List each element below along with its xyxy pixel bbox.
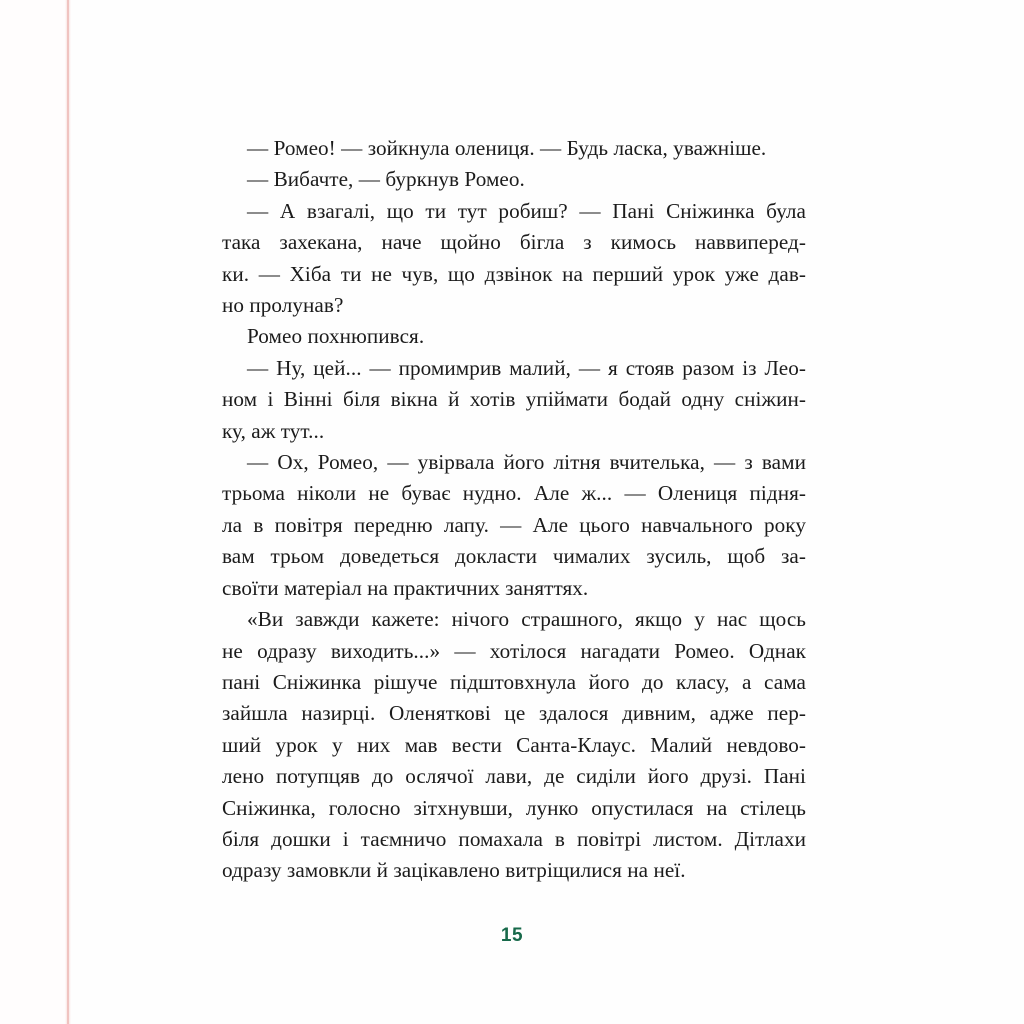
text-line: не одразу виходить...» — хотілося нагадати Ромео. Однак — [222, 638, 806, 663]
text-line: одразу замовкли й зацікавлено витріщилися на неї. — [222, 858, 686, 883]
text-line: ла в повітря передню лапу. — Але цього навчального року — [222, 512, 806, 537]
text-line: така захекана, наче щойно бігла з кимось наввиперед- — [222, 230, 806, 255]
text-line: зайшла назирці. Оленяткові це здалося дивним, адже пер- — [222, 701, 806, 726]
text-line: «Ви завжди кажете: нічого страшного, якщо у нас щось — [247, 607, 806, 632]
text-line: ки. — Хіба ти не чув, що дзвінок на перший урок уже дав- — [222, 261, 806, 286]
page-number: 15 — [500, 925, 524, 946]
text-line: — Ох, Ромео, — увірвала його літня вчителька, — з вами — [247, 450, 806, 475]
text-line: лено потупцяв до ослячої лави, де сиділи його друзі. Пані — [222, 764, 806, 789]
body-text — [222, 133, 806, 887]
binding-line — [67, 0, 69, 1024]
text-line: біля дошки і таємничо помахала в повітрі листом. Дітлахи — [222, 826, 806, 851]
text-line: ном і Вінні біля вікна й хотів упіймати бодай одну сніжин- — [222, 387, 806, 412]
text-line: но пролунав? — [222, 293, 344, 318]
text-line: — Вибачте, — буркнув Ромео. — [247, 167, 525, 192]
text-line: пані Сніжинка рішуче підштовхнула його до класу, а сама — [222, 669, 806, 694]
page-gutter — [0, 0, 67, 1024]
text-line: — Ну, цей... — промимрив малий, — я стояв разом із Лео- — [247, 355, 806, 380]
text-line: ку, аж тут... — [222, 418, 325, 443]
text-line: своїти матеріал на практичних заняттях. — [222, 575, 589, 600]
text-line: — Ромео! — зойкнула олениця. — Будь ласка, уважніше. — [247, 136, 767, 160]
text-line: вам трьом доведеться докласти чималих зусиль, щоб за- — [222, 544, 806, 569]
text-line: трьома ніколи не буває нудно. Але ж... — Олениця підня- — [222, 481, 806, 506]
text-line: — А взагалі, що ти тут робиш? — Пані Сніжинка була — [247, 198, 806, 223]
text-line: Ромео похнюпився. — [247, 324, 425, 349]
text-line: Сніжинка, голосно зітхнувши, лунко опустилася на стілець — [222, 795, 806, 820]
text-line: ший урок у них мав вести Санта-Клаус. Малий невдово- — [222, 732, 806, 757]
